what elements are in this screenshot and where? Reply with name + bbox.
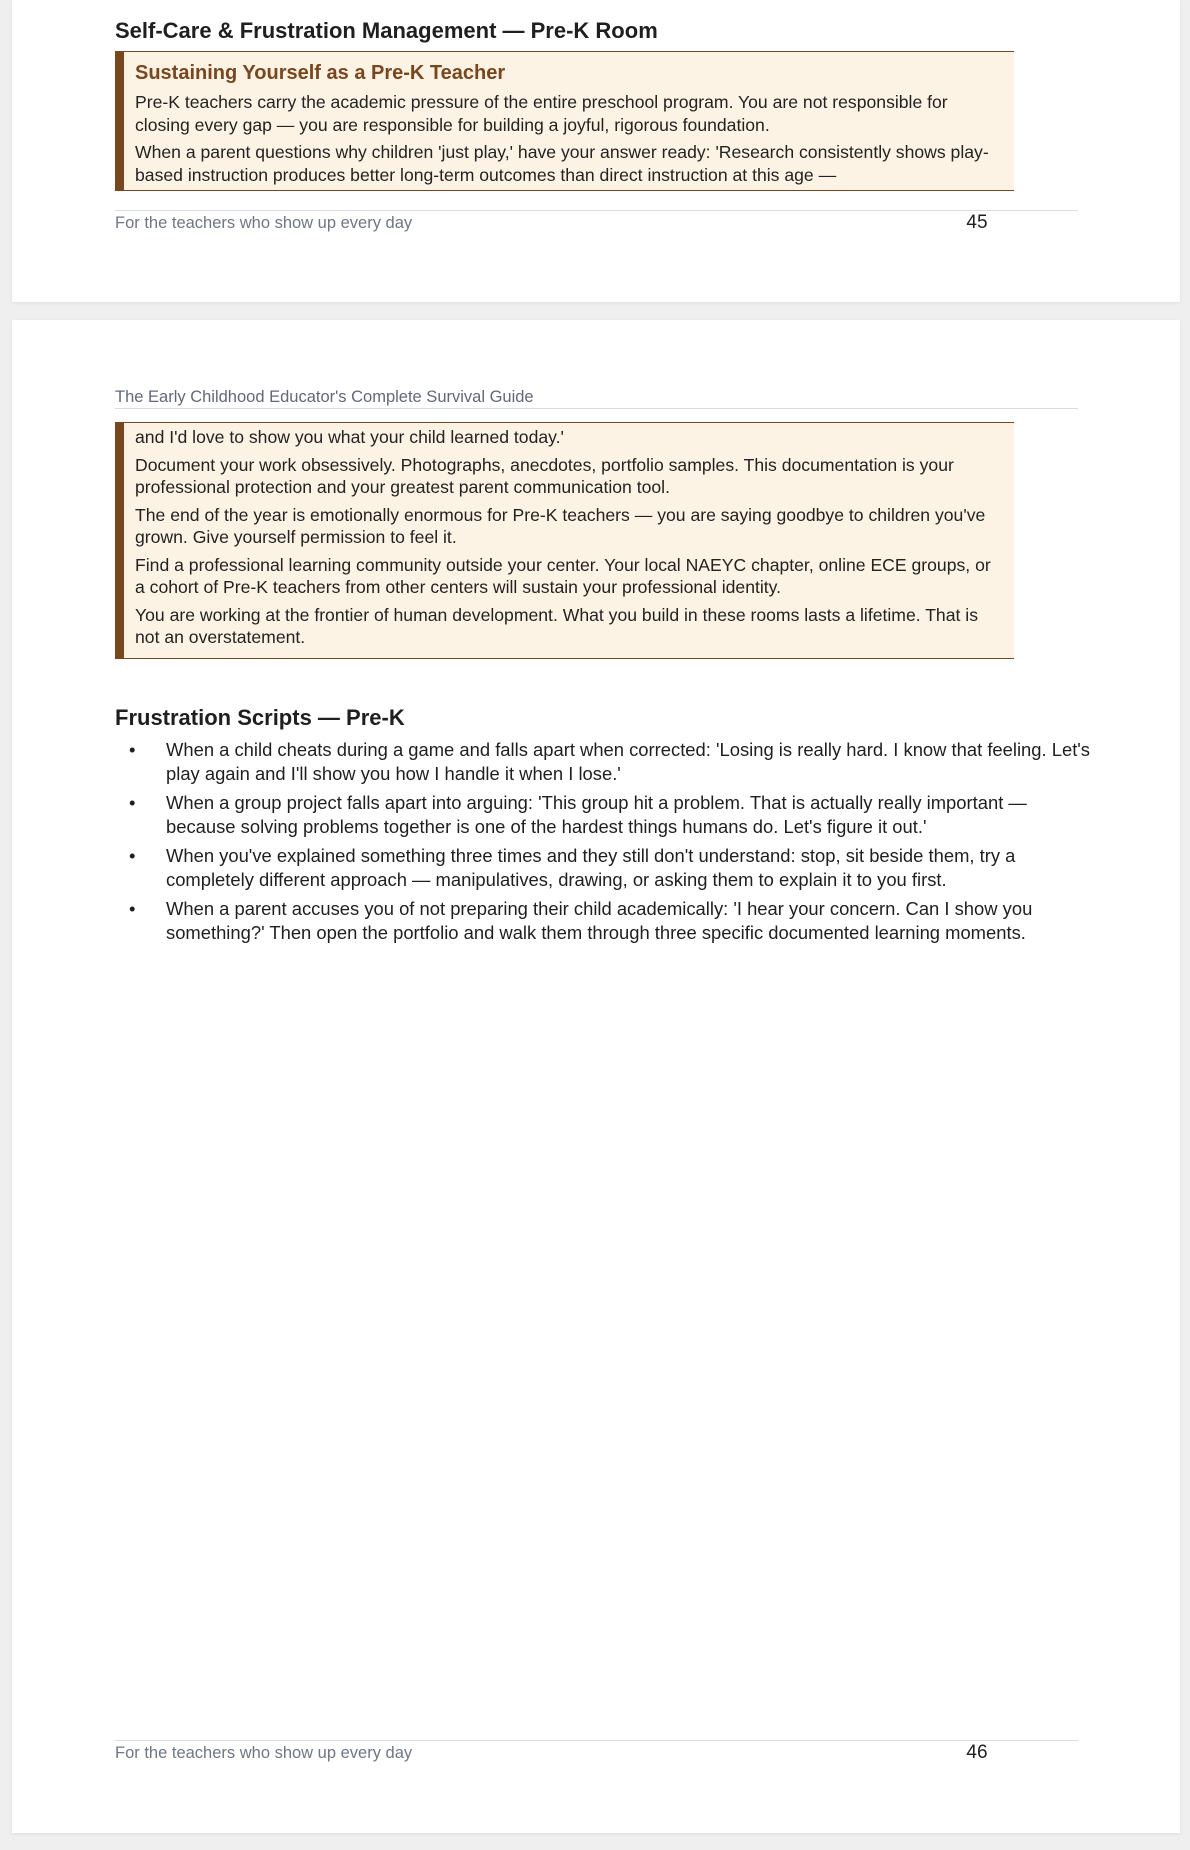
callout-paragraph: When a parent questions why children 'just play,' have your answer ready: 'Research consistently shows play-based instruction produces better long-term outcomes than direct instruction at this age — xyxy=(135,142,989,185)
list-item xyxy=(115,791,1100,838)
bullet-icon: • xyxy=(129,792,136,813)
page-45 xyxy=(12,0,1180,302)
callout-paragraph: Pre-K teachers carry the academic pressure of the entire preschool program. You are not responsible for closing every gap — you are responsible for building a joyful, rigorous foundation. xyxy=(135,92,948,135)
footer-divider xyxy=(115,1740,1078,1741)
callout-paragraph: and I'd love to show you what your child learned today.' xyxy=(135,427,564,447)
bullet-icon: • xyxy=(129,739,136,760)
page-footer-text: For the teachers who show up every day xyxy=(115,1744,413,1762)
list-item-text: When a parent accuses you of not preparing their child academically: 'I hear your concern. Can I show you something?' Then open the portfolio and walk them through three specific documented learning moments. xyxy=(166,898,1033,943)
section-title: Self-Care & Frustration Management — Pre-K Room xyxy=(115,18,658,43)
callout-box xyxy=(115,51,1014,191)
callout-paragraph: The end of the year is emotionally enormous for Pre-K teachers — you are saying goodbye to children you've grown. Give yourself permission to feel it. xyxy=(135,504,986,547)
running-header: The Early Childhood Educator's Complete Survival Guide xyxy=(115,388,534,406)
list-item-text: When you've explained something three times and they still don't understand: stop, sit beside them, try a completely different approach — manipulatives, drawing, or asking them to explain it to you first. xyxy=(166,845,1016,890)
list-item xyxy=(115,738,1100,785)
list-item xyxy=(115,844,1100,891)
list-item xyxy=(115,897,1100,944)
callout-box-continued xyxy=(115,422,1014,659)
bullet-icon: • xyxy=(129,898,136,919)
list-item-text: When a group project falls apart into arguing: 'This group hit a problem. That is actually really important — because solving problems together is one of the hardest things humans do. Let's figure it out.' xyxy=(166,792,1027,837)
scripts-heading: Frustration Scripts — Pre-K xyxy=(115,705,405,730)
page-number: 46 xyxy=(966,1742,988,1763)
footer-divider xyxy=(115,210,1078,211)
page-number: 45 xyxy=(966,212,988,233)
callout-paragraph: You are working at the frontier of human development. What you build in these rooms lasts a lifetime. That is not an overstatement. xyxy=(135,604,978,647)
scripts-list xyxy=(115,738,1100,950)
header-divider xyxy=(115,408,1078,409)
bullet-icon: • xyxy=(129,845,136,866)
list-item-text: When a child cheats during a game and falls apart when corrected: 'Losing is really hard. I know that feeling. Let's play again and I'll show you how I handle it when I lose.' xyxy=(166,739,1091,784)
page-footer-text: For the teachers who show up every day xyxy=(115,214,413,232)
callout-paragraph: Find a professional learning community outside your center. Your local NAEYC chapter, online ECE groups, or a cohort of Pre-K teachers from other centers will sustain your professional identity. xyxy=(135,554,991,597)
callout-title: Sustaining Yourself as a Pre-K Teacher xyxy=(135,62,506,84)
callout-paragraph: Document your work obsessively. Photographs, anecdotes, portfolio samples. This documentation is your professional protection and your greatest parent communication tool. xyxy=(135,454,954,497)
page-46 xyxy=(12,320,1180,1833)
